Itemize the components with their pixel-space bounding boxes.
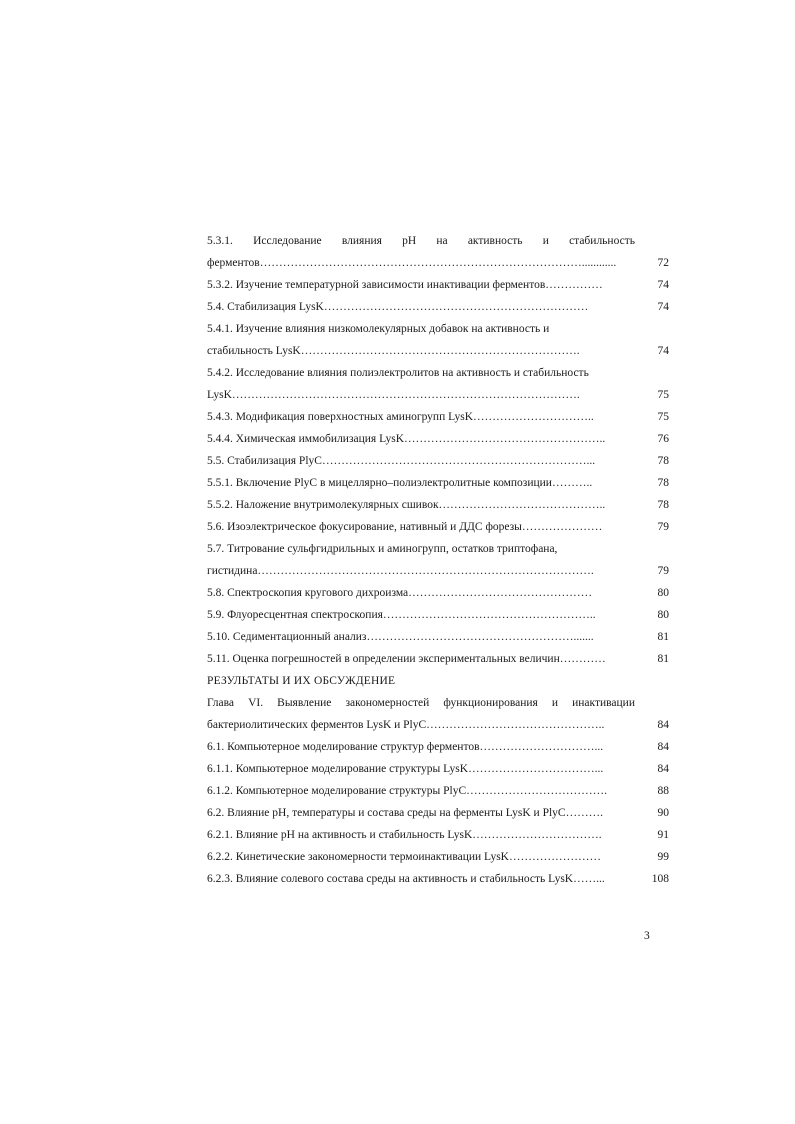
toc-entry (207, 318, 669, 362)
toc-entry-page: 79 (657, 565, 669, 577)
toc-entry-title: 6.1.1. Компьютерное моделирование структуры LysK……………………………... (207, 763, 604, 775)
toc-entry-row (207, 252, 669, 274)
toc-entry (207, 802, 669, 824)
toc-entry-title: 6.2.1. Влияние pH на активность и стабильность LysK……………………………. (207, 829, 602, 841)
toc-entry-title: 6.1.2. Компьютерное моделирование структуры PlyC………………………………. (207, 785, 608, 797)
toc-entry (207, 296, 669, 318)
toc-entry (207, 538, 669, 582)
toc-entry (207, 758, 669, 780)
toc-entry-page: 84 (657, 741, 669, 753)
toc-entry-title: 5.4.3. Модификация поверхностных аминогрупп LysK………………………….. (207, 411, 594, 423)
toc-entry-page: 79 (657, 521, 669, 533)
toc-entry-page: 80 (657, 609, 669, 621)
toc-entry-page: 80 (657, 587, 669, 599)
toc-entry (207, 428, 669, 450)
toc-entry-word: стабильность (569, 235, 635, 247)
toc-entry-title: 5.6. Изоэлектрическое фокусирование, нативный и ДДС форезы………………… (207, 521, 603, 533)
toc-entry (207, 780, 669, 802)
toc-entry-page: 76 (657, 433, 669, 445)
toc-entry-title: 5.11. Оценка погрешностей в определении экспериментальных величин………… (207, 653, 606, 665)
toc-entry-title: 6.2. Влияние pH, температуры и состава среды на ферменты LysK и PlyC………. (207, 807, 603, 819)
toc-entry-title-line2: ферментов…………………………………………………………………………............ (207, 257, 617, 269)
toc-entry-word: 5.3.1. (207, 235, 233, 247)
toc-entry-title-line1: 5.4.1. Изучение влияния низкомолекулярных добавок на активность и (207, 323, 550, 335)
toc-entry-title-line1 (207, 692, 635, 714)
toc-entry (207, 846, 669, 868)
toc-entry (207, 274, 669, 296)
toc-entry-page: 81 (657, 653, 669, 665)
toc-entry-page: 84 (657, 763, 669, 775)
toc-entry-word: pH (402, 235, 417, 247)
toc-entry-title-line2: бактериолитических ферментов LysK и PlyC……………………………………….. (207, 719, 605, 731)
toc-entry (207, 472, 669, 494)
toc-entry-title-line1 (207, 230, 635, 252)
toc-entry-title: 5.8. Спектроскопия кругового дихроизма………………………………………… (207, 587, 593, 599)
toc-entry-page: 78 (657, 499, 669, 511)
toc-entry-word: Глава (207, 697, 235, 709)
toc-entry (207, 868, 669, 890)
toc-entry-word: Исследование (253, 235, 322, 247)
toc-entry-word: и (542, 235, 549, 247)
toc-entry (207, 692, 669, 736)
toc-entry-page: 74 (657, 279, 669, 291)
toc-entry-page: 84 (657, 719, 669, 731)
toc-entry-word: и (551, 697, 559, 709)
toc-entry-word: VI. (248, 697, 264, 709)
toc-entry-word: функционирования (443, 697, 538, 709)
toc-entry-row (207, 560, 669, 582)
toc-entry-page: 75 (657, 411, 669, 423)
toc-entry-title: 5.5.2. Наложение внутримолекулярных сшивок…………………………………….. (207, 499, 606, 511)
table-of-contents (207, 230, 669, 890)
toc-entry-title-line2: стабильность LysK………………………………………………………………. (207, 345, 580, 357)
toc-entry-title-line2: LysK………………………………………………………………………………. (207, 389, 580, 401)
toc-entry-title: 5.3.2. Изучение температурной зависимости инактивации ферментов…………… (207, 279, 603, 291)
toc-entry-row (207, 340, 669, 362)
toc-entry-word: на (436, 235, 448, 247)
toc-entry-title: 5.5.1. Включение PlyC в мицеллярно–полиэлектролитные композиции……….. (207, 477, 593, 489)
toc-entry (207, 494, 669, 516)
toc-entry-title: 5.5. Стабилизация PlyC……………………………………………………………... (207, 455, 596, 467)
toc-entry-page: 81 (657, 631, 669, 643)
toc-entry-page: 88 (657, 785, 669, 797)
toc-entry (207, 230, 669, 274)
toc-entry-page: 91 (657, 829, 669, 841)
toc-entry-page: 74 (657, 345, 669, 357)
toc-entry-page: 75 (657, 389, 669, 401)
toc-entry-page: 78 (657, 477, 669, 489)
toc-entry-title-line1: 5.4.2. Исследование влияния полиэлектролитов на активность и стабильность (207, 367, 589, 379)
toc-entry-title: 5.4. Стабилизация LysK…………………………………………………………… (207, 301, 589, 313)
toc-entry-page: 78 (657, 455, 669, 467)
toc-entry (207, 824, 669, 846)
toc-entry (207, 648, 669, 670)
toc-entry-page: 108 (651, 873, 669, 885)
toc-entry-title-line1: 5.7. Титрование сульфгидрильных и аминогрупп, остатков триптофана, (207, 543, 558, 555)
toc-entry-row (207, 384, 669, 406)
page-number: 3 (644, 930, 650, 942)
toc-entry (207, 406, 669, 428)
toc-entry-title: 5.4.4. Химическая иммобилизация LysK…………………………………………….. (207, 433, 606, 445)
toc-entry (207, 516, 669, 538)
toc-entry-page: 72 (657, 257, 669, 269)
toc-entry (207, 582, 669, 604)
toc-entry-title: 6.1. Компьютерное моделирование структур ферментов…………………………... (207, 741, 604, 753)
toc-entry-title: 5.9. Флуоресцентная спектроскопия……………………………………………….. (207, 609, 596, 621)
toc-entry (207, 626, 669, 648)
toc-entry-word: влияния (341, 235, 382, 247)
toc-entry-word: закономерностей (345, 697, 430, 709)
toc-entry-word: инактивации (572, 697, 635, 709)
toc-entry-page: 99 (657, 851, 669, 863)
toc-entry-word: Выявление (277, 697, 332, 709)
toc-entry-title: 6.2.3. Влияние солевого состава среды на активность и стабильность LysK……... (207, 873, 605, 885)
toc-entry (207, 450, 669, 472)
toc-entry-page: 74 (657, 301, 669, 313)
section-heading: РЕЗУЛЬТАТЫ И ИХ ОБСУЖДЕНИЕ (207, 675, 396, 687)
toc-entry-word: активность (467, 235, 523, 247)
toc-entry (207, 362, 669, 406)
toc-entry-title-line2: гистидина……………………………………………………………………………. (207, 565, 594, 577)
toc-entry-row (207, 714, 669, 736)
toc-entry (207, 736, 669, 758)
toc-entry-title: 5.10. Седиментационный анализ………………………………………………....... (207, 631, 594, 643)
toc-entry-page: 90 (657, 807, 669, 819)
toc-entry-title: 6.2.2. Кинетические закономерности термоинактивации LysK…………………… (207, 851, 601, 863)
toc-entry (207, 604, 669, 626)
